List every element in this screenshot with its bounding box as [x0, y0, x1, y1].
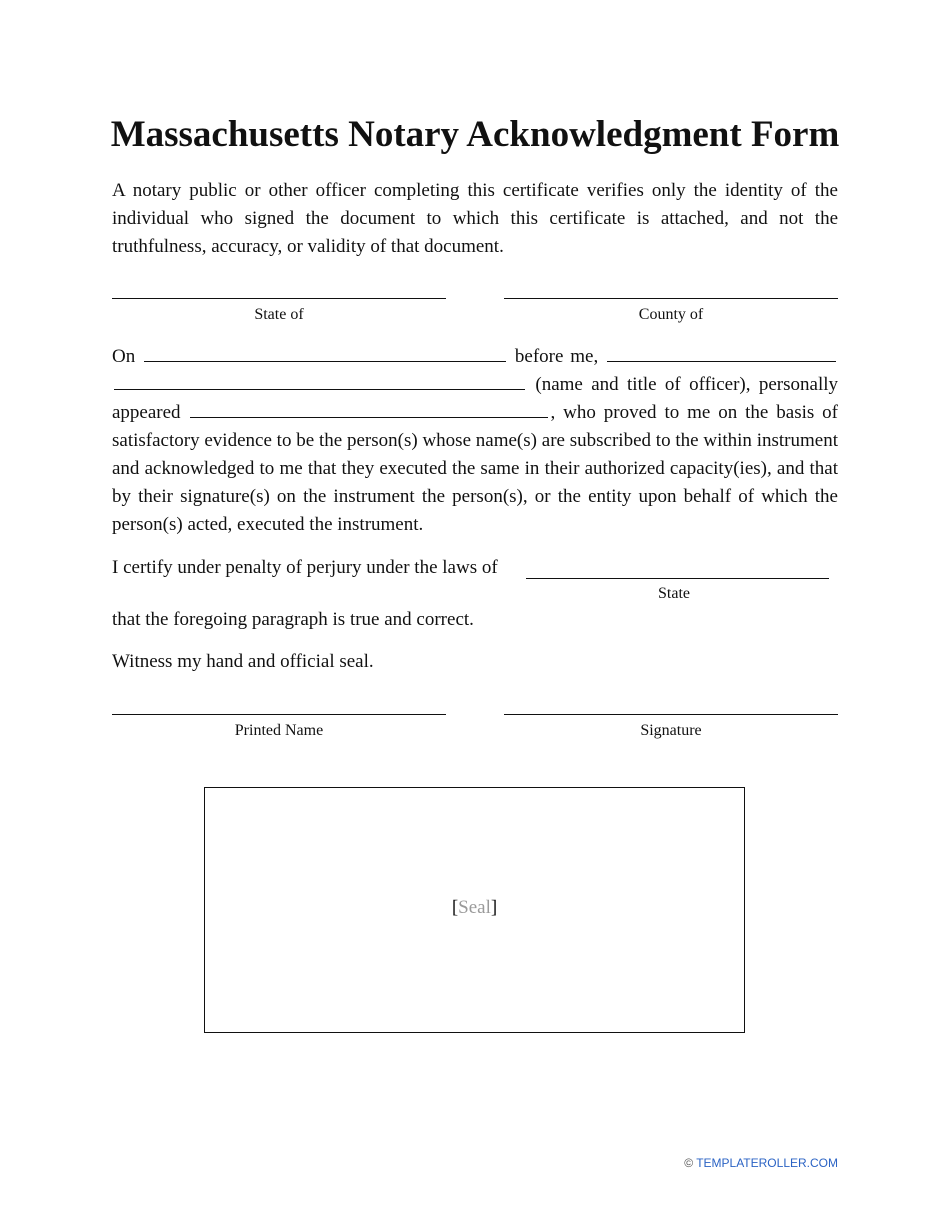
certify-closing: that the foregoing paragraph is true and correct. — [112, 609, 474, 630]
seal-label: Seal — [458, 897, 491, 918]
footer-credit — [684, 1155, 838, 1171]
certify-state-line[interactable] — [526, 578, 829, 579]
signature-line[interactable] — [504, 714, 838, 715]
seal-box — [204, 787, 745, 1033]
signature-label: Signature — [640, 722, 702, 739]
printed-name-line[interactable] — [112, 714, 446, 715]
acknowledgment-paragraph — [112, 343, 838, 539]
intro-paragraph: A notary public or other officer completing this certificate verifies only the identity of the individual who signed the document to which this certificate is attached, and not the truthfulness, accuracy, or validity of that document. — [112, 180, 838, 257]
seal-open-bracket: [ — [451, 897, 459, 918]
seal-close-bracket: ] — [490, 897, 498, 918]
on-label: On — [112, 346, 136, 367]
appeared-label: appeared — [112, 402, 181, 423]
printed-name-label: Printed Name — [234, 722, 324, 739]
signer-name-blank[interactable] — [190, 416, 548, 418]
copyright-symbol: © — [684, 1156, 694, 1170]
county-of-label: County of — [638, 306, 704, 323]
proved-label: , who proved to me on the basis of — [550, 402, 839, 423]
witness-statement: Witness my hand and official seal. — [112, 651, 374, 672]
page-title: Massachusetts Notary Acknowledgment Form — [110, 114, 840, 155]
seal-placeholder — [205, 895, 744, 921]
certify-text: I certify under penalty of perjury under the laws of — [112, 557, 498, 578]
certify-statement — [112, 554, 498, 582]
state-of-label: State of — [254, 306, 304, 323]
name-title-label: (name and title of officer), personally — [535, 374, 838, 395]
state-of-line[interactable] — [112, 298, 446, 299]
certify-state-label: State — [658, 585, 690, 602]
templateroller-link[interactable]: TEMPLATEROLLER.COM — [696, 1156, 838, 1170]
acknowledgment-text: satisfactory evidence to be the person(s) whose name(s) are subscribed to the within instrument and acknowledged to me that they executed the same in their authorized capacity(ies), and that by their signature(s) on the instrument the person(s), or the entity upon behalf of which the person(s) acted, executed the instrument. — [112, 430, 838, 535]
officer-name-blank-2[interactable] — [114, 388, 525, 390]
officer-name-blank-1[interactable] — [607, 360, 836, 362]
before-me-label: before me, — [514, 346, 599, 367]
date-blank[interactable] — [144, 360, 506, 362]
county-of-line[interactable] — [504, 298, 838, 299]
